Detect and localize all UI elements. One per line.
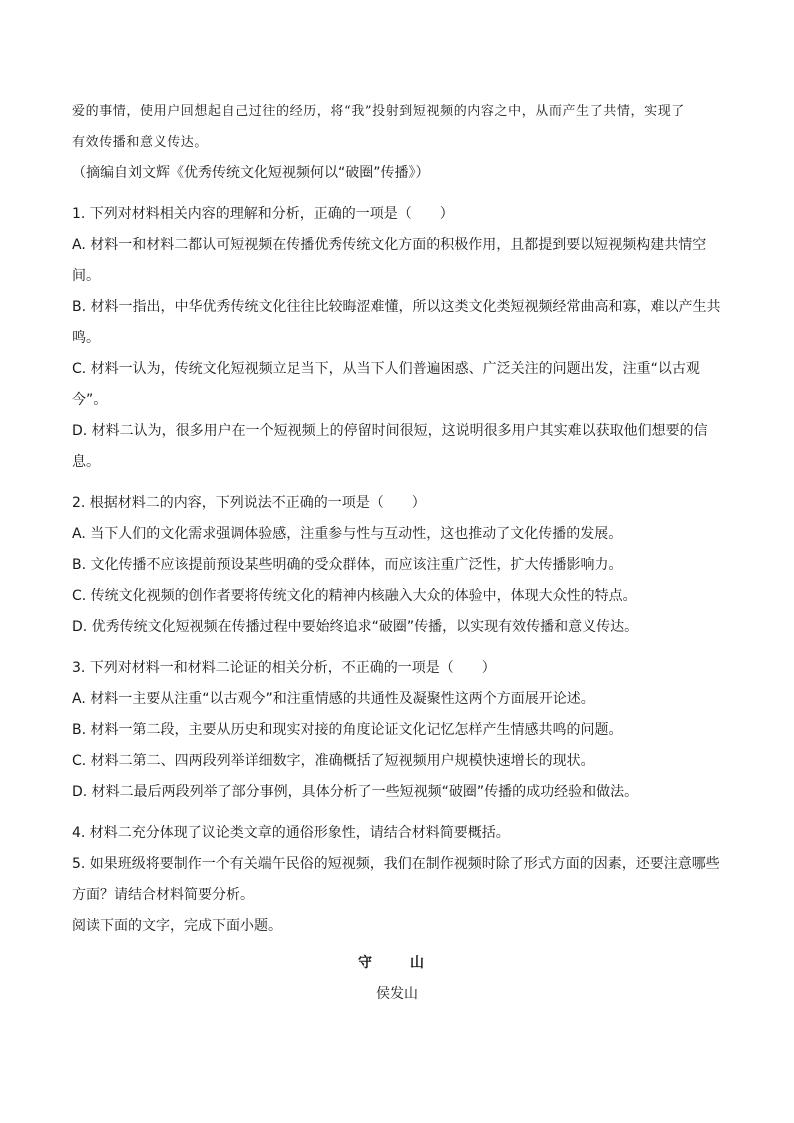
option-c: C. 材料二第二、四两段列举详细数字，准确概括了短视频用户规模快速增长的现状。: [72, 753, 595, 769]
option-b: B. 材料一第二段，主要从历史和现实对接的角度论证文化记忆怎样产生情感共鸣的问题。: [72, 722, 623, 738]
question-5: [72, 849, 722, 911]
question-5-line-1: 5. 如果班级将要制作一个有关端午民俗的短视频，我们在制作视频时除了形式方面的因素，还要注意哪些: [72, 856, 720, 872]
option-c-line-1: C. 材料一认为，传统文化短视频立足当下，从当下人们普遍困惑、广泛关注的问题出发，注重“以古观: [72, 361, 700, 377]
passage-source: （摘编自刘文辉《优秀传统文化短视频何以“破圈”传播》）: [72, 165, 430, 181]
option-d: D. 优秀传统文化短视频在传播过程中要始终追求“破圈”传播，以实现有效传播和意义传达。: [72, 619, 639, 635]
option-a-line-1: A. 材料一和材料二都认可短视频在传播优秀传统文化方面的积极作用，且都提到要以短视频构建共情空: [72, 237, 707, 253]
question-5-line-2: 方面？请结合材料简要分析。: [72, 887, 254, 903]
question-4: 4. 材料二充分体现了议论类文章的通俗形象性，请结合材料简要概括。: [72, 825, 510, 841]
passage-tail-line-2: 有效传播和意义传达。: [72, 135, 209, 150]
question-stem: 1. 下列对材料相关内容的理解和分析，正确的一项是（ ）: [72, 206, 454, 222]
reading-instruction: 阅读下面的文字，完成下面小题。: [72, 918, 282, 934]
option-a-line-2: 间。: [72, 268, 100, 284]
option-c: C. 传统文化视频的创作者要将传统文化的精神内核融入大众的体验中，体现大众性的特点。: [72, 588, 637, 604]
option-a: A. 材料一主要从注重“以古观今”和注重情感的共通性及凝聚性这两个方面展开论述。: [72, 691, 595, 707]
option-d: D. 材料二最后两段列举了部分事例，具体分析了一些短视频“破圈”传播的成功经验和做法。: [72, 784, 639, 800]
option-d-line-1: D. 材料二认为，很多用户在一个短视频上的停留时间很短，这说明很多用户其实难以获取他们想要的信: [72, 423, 708, 439]
question-3: [72, 653, 722, 808]
option-b-line-2: 鸣。: [72, 330, 100, 346]
question-2: [72, 488, 722, 643]
option-c-line-2: 今”。: [72, 392, 108, 408]
question-1: [72, 199, 722, 478]
question-stem: 2. 根据材料二的内容，下列说法不正确的一项是（ ）: [72, 495, 426, 511]
story-title: 守 山: [358, 955, 436, 971]
story-author: 侯发山: [376, 986, 418, 1002]
option-b: B. 文化传播不应该提前预设某些明确的受众群体，而应该注重广泛性，扩大传播影响力。: [72, 557, 623, 573]
passage-tail-line-1: 爱的事情，使用户回想起自己过往的经历，将“我”投射到短视频的内容之中，从而产生了共情，实现了: [72, 104, 685, 119]
option-d-line-2: 息。: [72, 454, 100, 470]
option-b-line-1: B. 材料一指出，中华优秀传统文化往往比较晦涩难懂，所以这类文化类短视频经常曲高和寡，难以产生共: [72, 299, 721, 315]
document-page: [72, 96, 722, 1010]
option-a: A. 当下人们的文化需求强调体验感，注重参与性与互动性，这也推动了文化传播的发展。: [72, 526, 623, 542]
question-stem: 3. 下列对材料一和材料二论证的相关分析，不正确的一项是（ ）: [72, 660, 496, 676]
